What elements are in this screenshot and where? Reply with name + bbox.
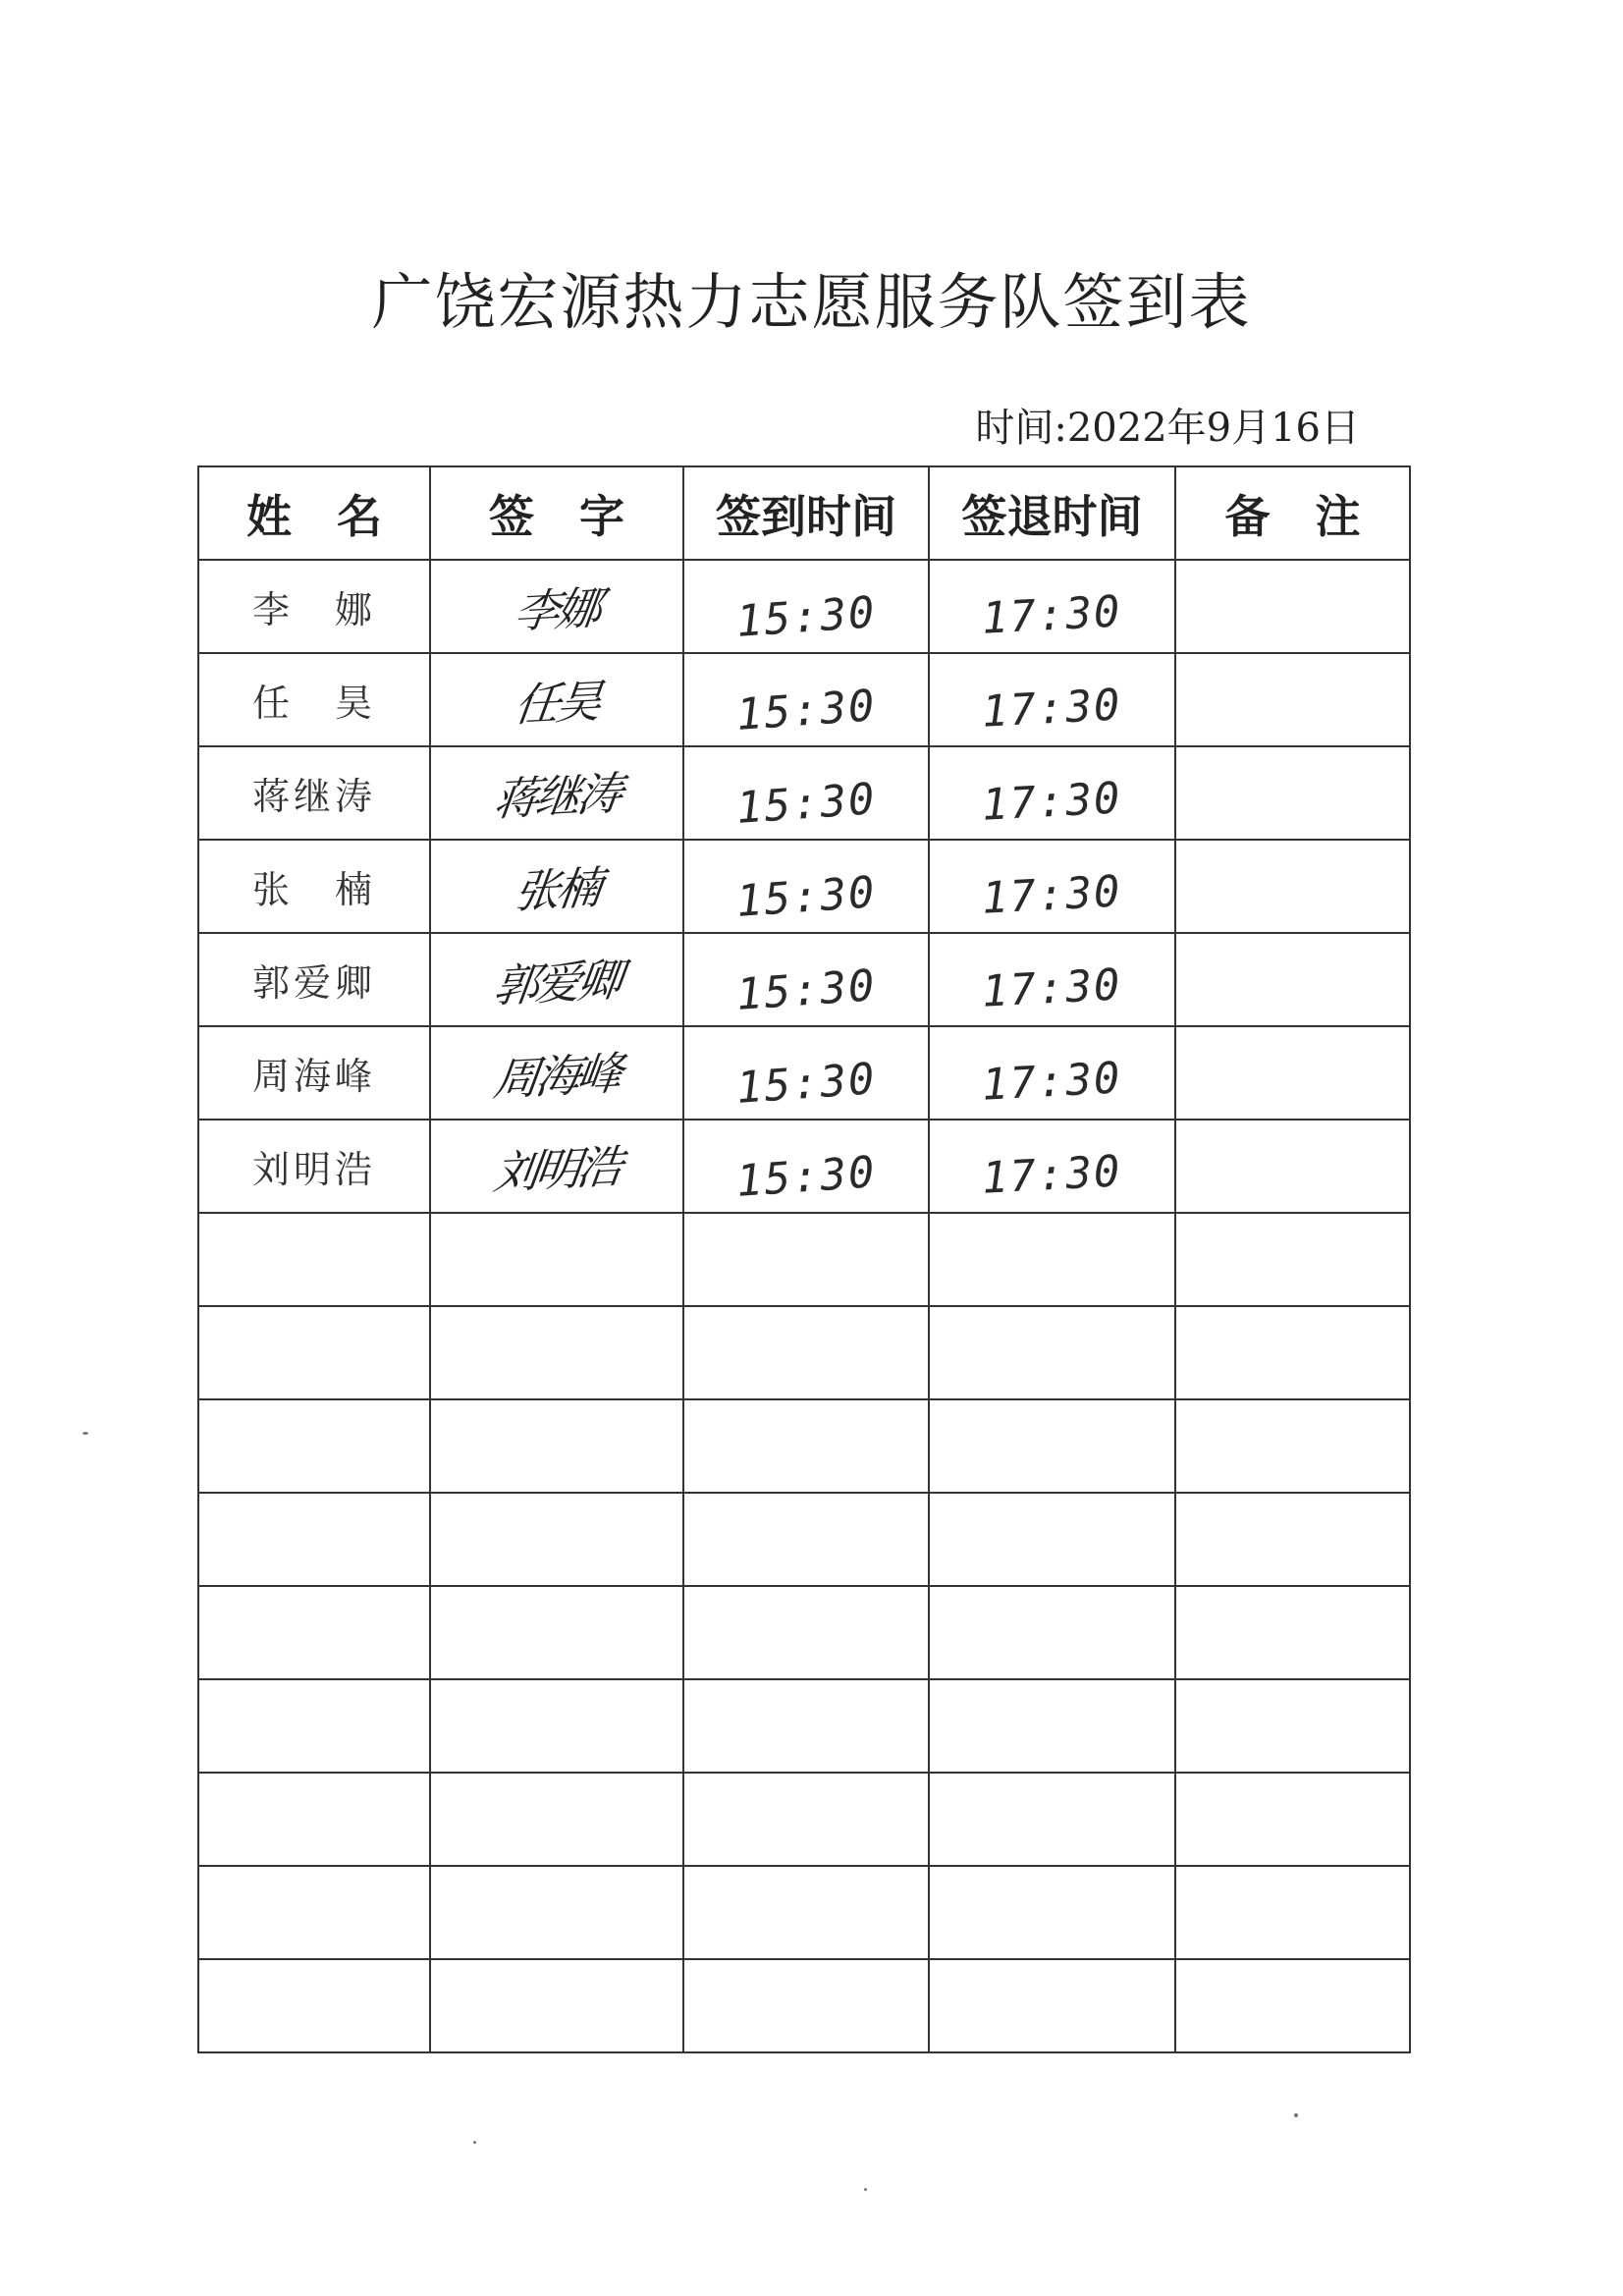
handwritten-signature: 刘明浩: [490, 1139, 622, 1199]
cell-name: 李 娜: [198, 560, 430, 653]
cell-notes: [1175, 1213, 1410, 1306]
cell-notes: [1175, 1120, 1410, 1213]
document-title: 广饶宏源热力志愿服务队签到表: [371, 266, 1252, 338]
handwritten-signature: 周海峰: [490, 1046, 622, 1106]
cell-signature: [430, 1399, 683, 1493]
cell-signature: [430, 653, 683, 746]
cell-signature: [430, 1679, 683, 1773]
cell-checkin-time: [683, 1213, 929, 1306]
handwritten-signature: 李娜: [511, 580, 602, 638]
cell-signature: [430, 1306, 683, 1399]
handwritten-checkout-time: 17:30: [981, 1053, 1123, 1111]
cell-checkin-time: [683, 1399, 929, 1493]
cell-checkin-time: [683, 653, 929, 746]
cell-checkout-time: [929, 1213, 1175, 1306]
table-row: [198, 1959, 1410, 2052]
scan-speck: [473, 2141, 476, 2144]
handwritten-checkin-time: 15:30: [734, 960, 878, 1020]
header-checkout-time: 签退时间: [929, 466, 1175, 560]
cell-checkout-time: [929, 1026, 1175, 1120]
cell-checkin-time: [683, 1679, 929, 1773]
cell-signature: [430, 933, 683, 1026]
cell-checkin-time: [683, 933, 929, 1026]
cell-name: 蒋继涛: [198, 746, 430, 840]
cell-name: [198, 1679, 430, 1773]
table-row: [198, 560, 1410, 653]
cell-checkout-time: [929, 746, 1175, 840]
table-row: [198, 1306, 1410, 1399]
cell-checkin-time: [683, 560, 929, 653]
cell-name: 张 楠: [198, 840, 430, 933]
table-body: [198, 560, 1410, 2052]
cell-checkout-time: [929, 840, 1175, 933]
cell-name: 任 昊: [198, 653, 430, 746]
table-row: [198, 1586, 1410, 1679]
handwritten-checkout-time: 17:30: [981, 773, 1123, 831]
scan-speck: [864, 2188, 867, 2191]
handwritten-checkout-time: 17:30: [981, 959, 1123, 1017]
cell-checkout-time: [929, 1120, 1175, 1213]
handwritten-checkout-time: 17:30: [981, 866, 1123, 924]
handwritten-checkin-time: 15:30: [734, 681, 878, 740]
cell-checkout-time: [929, 1493, 1175, 1586]
cell-name: [198, 1773, 430, 1866]
cell-name: 周海峰: [198, 1026, 430, 1120]
table-row: [198, 1866, 1410, 1959]
cell-signature: [430, 746, 683, 840]
cell-notes: [1175, 1399, 1410, 1493]
cell-name: 郭爱卿: [198, 933, 430, 1026]
table-row: [198, 1493, 1410, 1586]
header-row: [198, 466, 1410, 560]
cell-notes: [1175, 1866, 1410, 1959]
cell-notes: [1175, 1586, 1410, 1679]
cell-signature: [430, 1213, 683, 1306]
handwritten-checkout-time: 17:30: [981, 1146, 1123, 1204]
handwritten-checkout-time: 17:30: [981, 586, 1123, 644]
cell-checkin-time: [683, 840, 929, 933]
cell-checkin-time: [683, 746, 929, 840]
cell-name: 刘明浩: [198, 1120, 430, 1213]
cell-checkin-time: [683, 1866, 929, 1959]
table-row: [198, 1399, 1410, 1493]
cell-name: [198, 1586, 430, 1679]
scan-speck: [1294, 2113, 1298, 2117]
table-row: [198, 1213, 1410, 1306]
cell-signature: [430, 1586, 683, 1679]
cell-checkin-time: [683, 1586, 929, 1679]
cell-checkin-time: [683, 1306, 929, 1399]
table-row: [198, 933, 1410, 1026]
table-row: [198, 1679, 1410, 1773]
cell-checkout-time: [929, 1866, 1175, 1959]
header-notes: 备 注: [1175, 466, 1410, 560]
cell-name: [198, 1399, 430, 1493]
header-name: 姓 名: [198, 466, 430, 560]
table-row: [198, 840, 1410, 933]
handwritten-checkin-time: 15:30: [734, 587, 878, 647]
sign-in-table: [197, 465, 1411, 2053]
cell-notes: [1175, 933, 1410, 1026]
cell-name: [198, 1493, 430, 1586]
table-row: [198, 746, 1410, 840]
handwritten-checkin-time: 15:30: [734, 774, 878, 834]
cell-name: [198, 1306, 430, 1399]
cell-checkout-time: [929, 933, 1175, 1026]
cell-signature: [430, 560, 683, 653]
cell-checkout-time: [929, 560, 1175, 653]
scan-speck: [82, 1432, 88, 1435]
cell-checkout-time: [929, 1399, 1175, 1493]
cell-notes: [1175, 1306, 1410, 1399]
cell-notes: [1175, 1679, 1410, 1773]
cell-signature: [430, 1493, 683, 1586]
cell-notes: [1175, 1959, 1410, 2052]
cell-signature: [430, 1866, 683, 1959]
cell-checkout-time: [929, 1959, 1175, 2052]
handwritten-signature: 郭爱卿: [490, 953, 622, 1012]
table-row: [198, 1120, 1410, 1213]
cell-name: [198, 1959, 430, 2052]
cell-checkout-time: [929, 1586, 1175, 1679]
cell-checkout-time: [929, 1773, 1175, 1866]
handwritten-checkin-time: 15:30: [734, 867, 878, 927]
handwritten-signature: 张楠: [511, 860, 602, 918]
cell-checkin-time: [683, 1026, 929, 1120]
cell-checkout-time: [929, 1679, 1175, 1773]
cell-checkin-time: [683, 1773, 929, 1866]
cell-checkout-time: [929, 1306, 1175, 1399]
cell-notes: [1175, 1773, 1410, 1866]
cell-notes: [1175, 1026, 1410, 1120]
cell-notes: [1175, 653, 1410, 746]
cell-notes: [1175, 840, 1410, 933]
header-signature: 签 字: [430, 466, 683, 560]
handwritten-checkin-time: 15:30: [734, 1147, 878, 1207]
cell-signature: [430, 1773, 683, 1866]
cell-checkin-time: [683, 1120, 929, 1213]
table-row: [198, 1026, 1410, 1120]
handwritten-signature: 蒋继涛: [490, 766, 622, 826]
cell-checkin-time: [683, 1493, 929, 1586]
handwritten-checkout-time: 17:30: [981, 680, 1123, 738]
cell-signature: [430, 840, 683, 933]
cell-notes: [1175, 746, 1410, 840]
handwritten-signature: 任昊: [511, 674, 602, 732]
cell-checkout-time: [929, 653, 1175, 746]
handwritten-checkin-time: 15:30: [734, 1054, 878, 1114]
table-row: [198, 1773, 1410, 1866]
header-checkin-time: 签到时间: [683, 466, 929, 560]
date-label: 时间:2022年9月16日: [975, 406, 1360, 451]
cell-checkin-time: [683, 1959, 929, 2052]
cell-signature: [430, 1959, 683, 2052]
cell-signature: [430, 1026, 683, 1120]
cell-signature: [430, 1120, 683, 1213]
cell-name: [198, 1213, 430, 1306]
table-row: [198, 653, 1410, 746]
cell-notes: [1175, 560, 1410, 653]
cell-notes: [1175, 1493, 1410, 1586]
cell-name: [198, 1866, 430, 1959]
